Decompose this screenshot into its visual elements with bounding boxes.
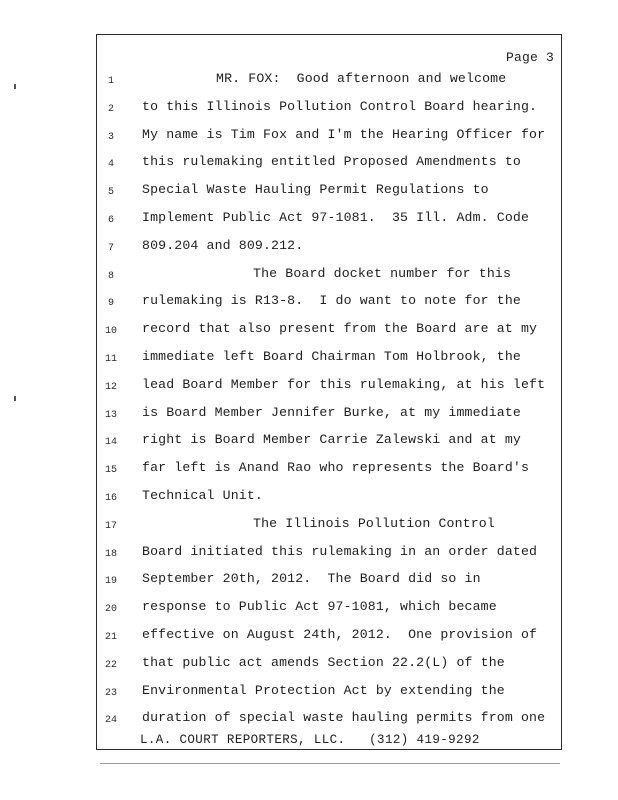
line-text: rulemaking is R13-8. I do want to note for the (142, 293, 521, 309)
transcript-line (0, 710, 618, 730)
line-text: My name is Tim Fox and I'm the Hearing Officer for (142, 126, 546, 142)
line-text: response to Public Act 97-1081, which became (142, 599, 497, 615)
line-text: far left is Anand Rao who represents the Board's (142, 460, 530, 476)
line-number: 20 (104, 604, 117, 616)
line-text: Implement Public Act 97-1081. 35 Ill. Adm. Code (142, 210, 530, 225)
line-text: The Illinois Pollution Control (253, 515, 495, 531)
line-number: 1 (107, 76, 114, 87)
scan-artifact-mark (14, 84, 16, 89)
line-text: this rulemaking entitled Proposed Amendments to (142, 154, 521, 170)
line-text: 809.204 and 809.212. (142, 237, 304, 253)
line-text: Board initiated this rulemaking in an order dated (142, 543, 538, 559)
line-number: 5 (107, 187, 114, 199)
line-number: 15 (104, 465, 117, 477)
line-text: is Board Member Jennifer Burke, at my immediate (142, 404, 521, 420)
transcript-line (0, 599, 618, 619)
line-number: 19 (104, 576, 117, 588)
line-number: 12 (104, 381, 117, 393)
line-text: Technical Unit. (142, 488, 263, 503)
transcript-line (0, 349, 618, 369)
transcript-line (0, 488, 618, 508)
line-number: 24 (104, 715, 117, 727)
line-text: right is Board Member Carrie Zalewski and at my (142, 432, 521, 448)
transcript-line (0, 655, 618, 675)
transcript-line (0, 99, 618, 119)
scan-artifact-mark (14, 396, 16, 401)
transcript-line (0, 71, 618, 91)
line-text: September 20th, 2012. The Board did so in (142, 571, 481, 587)
line-number: 14 (104, 437, 117, 449)
transcript-line (0, 432, 618, 452)
scan-artifact-line (100, 763, 560, 764)
line-number: 10 (104, 326, 117, 338)
line-text: Special Waste Hauling Permit Regulations to (142, 182, 489, 198)
transcript-line (0, 154, 618, 174)
transcript-line (0, 405, 618, 425)
transcript-line (0, 544, 618, 564)
line-number: 23 (104, 687, 117, 699)
transcript-line (0, 627, 618, 647)
line-text: to this Illinois Pollution Control Board hearing. (142, 98, 538, 114)
line-number: 4 (107, 159, 114, 171)
line-text: lead Board Member for this rulemaking, at his left (142, 376, 546, 392)
line-number: 3 (107, 131, 114, 143)
transcript-line (0, 182, 618, 202)
line-number: 16 (104, 493, 117, 504)
line-number: 18 (104, 548, 117, 560)
transcript-line (0, 293, 618, 313)
transcript-line (0, 683, 618, 703)
line-number: 11 (104, 354, 117, 365)
line-text: duration of special waste hauling permits from one (142, 710, 546, 726)
transcript-line (0, 571, 618, 591)
line-number: 9 (107, 298, 114, 310)
line-text: immediate left Board Chairman Tom Holbrook, the (142, 349, 521, 364)
line-number: 7 (107, 242, 114, 254)
page-number: Page 3 (505, 50, 554, 65)
transcript-line (0, 460, 618, 480)
line-text: record that also present from the Board are at my (142, 321, 538, 337)
line-number: 13 (104, 409, 117, 421)
transcript-line (0, 516, 618, 536)
line-number: 22 (104, 659, 117, 671)
line-text: effective on August 24th, 2012. One provision of (142, 627, 538, 642)
line-text: that public act amends Section 22.2(L) of the (142, 654, 505, 670)
court-reporter-footer: L.A. COURT REPORTERS, LLC. (312) 419-9292 (140, 733, 480, 747)
transcript-line (0, 266, 618, 286)
transcript-line (0, 210, 618, 230)
line-text: The Board docket number for this (253, 265, 512, 281)
line-number: 6 (107, 215, 114, 226)
transcript-line (0, 127, 618, 147)
transcript-line (0, 238, 618, 258)
line-number: 8 (107, 270, 114, 282)
line-text: MR. FOX: Good afternoon and welcome (216, 71, 507, 86)
line-number: 21 (104, 632, 117, 643)
line-number: 2 (107, 103, 114, 115)
transcript-line (0, 377, 618, 397)
transcript-line (0, 321, 618, 341)
line-number: 17 (104, 520, 117, 532)
line-text: Environmental Protection Act by extending the (142, 682, 505, 698)
